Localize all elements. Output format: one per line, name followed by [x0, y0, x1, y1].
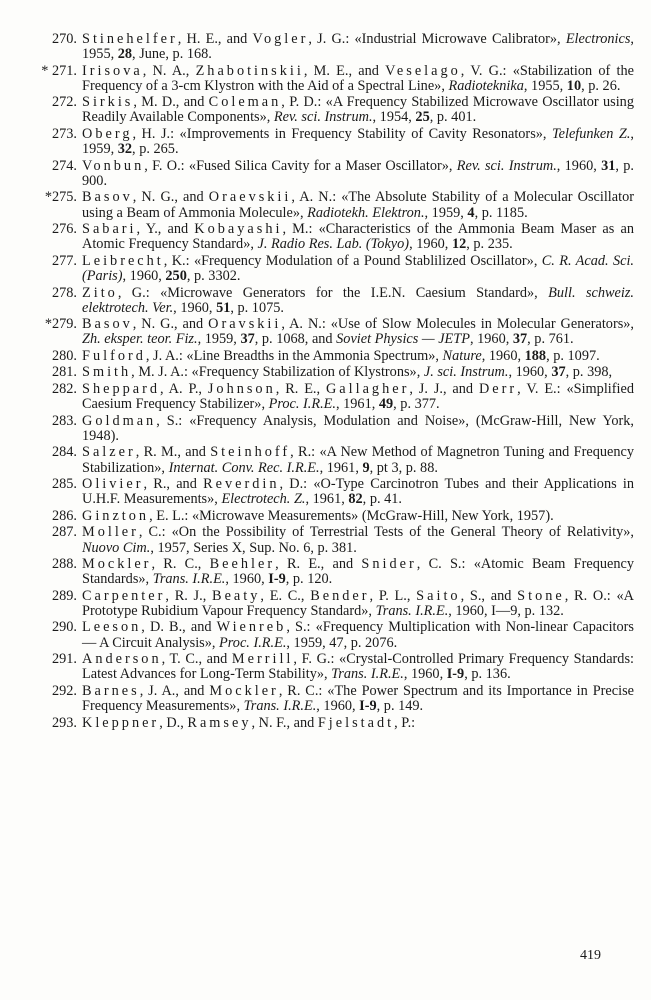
- reference-number: 293.: [51, 714, 77, 731]
- reference-text: , 1960,: [409, 236, 452, 253]
- reference-text: , D.: «O-Type Carcinotron Tubes and their Applications in U.H.F. Measurements»,: [82, 476, 635, 508]
- author-name: Wienreb: [216, 619, 287, 636]
- reference-text: , S.: «Frequency Multiplication with Non-linear Capacitors — A Circuit Analysis»,: [82, 619, 634, 651]
- reference-number: 286.: [51, 507, 77, 524]
- reference-item: [51, 157, 635, 189]
- author-name: Zito: [82, 284, 118, 301]
- author-name: Gallagher: [325, 381, 410, 398]
- reference-item: [51, 31, 634, 63]
- author-name: Sabari: [82, 221, 137, 238]
- journal-title: Radioteknika: [448, 77, 524, 94]
- reference-text: , 1961,: [319, 459, 363, 476]
- reference-text: , p. 1075.: [230, 299, 284, 316]
- reference-text: , 1961,: [335, 396, 379, 413]
- reference-text: , 1960,: [508, 364, 552, 381]
- reference-text: , 1960,: [122, 267, 166, 284]
- volume-number: I-9: [446, 666, 465, 683]
- reference-text: , K.: «Frequency Modulation of a Pound Stablilized Oscillator»,: [163, 252, 542, 269]
- reference-number: 277.: [51, 252, 77, 269]
- reference-text: , p. 26.: [581, 77, 621, 94]
- reference-text: , J. A., and: [139, 682, 210, 699]
- reference-text: , 1954,: [372, 109, 416, 126]
- journal-title: J. Radio Res. Lab. (Tokyo): [257, 236, 410, 253]
- reference-item: [51, 556, 634, 588]
- reference-text: , June, p. 168.: [132, 46, 212, 63]
- reference-item: [51, 94, 634, 126]
- journal-title: Rev. sci. Instrum.: [456, 157, 557, 174]
- journal-title: Trans. I.R.E.: [243, 697, 317, 714]
- reference-item: [51, 507, 634, 524]
- journal-title: Trans. I.R.E.: [375, 602, 449, 619]
- author-name: Beehler: [209, 556, 276, 573]
- reference-text: , 1960,: [469, 331, 513, 348]
- author-name: Basov: [82, 316, 133, 333]
- reference-text: , p. 136.: [464, 666, 511, 683]
- reference-text: , 1960,: [173, 299, 217, 316]
- reference-text: , H. J.: «Improvements in Frequency Stability of Cavity Resonators»,: [132, 126, 552, 143]
- reference-item: [51, 381, 634, 413]
- reference-item: [51, 221, 634, 253]
- author-name: Reverdin: [203, 476, 280, 493]
- reference-number: 288.: [51, 556, 77, 573]
- author-name: Kleppner: [82, 714, 160, 731]
- journal-title: Zh. eksper. teor. Fiz.: [82, 331, 198, 348]
- reference-text: , p. 1068, and: [254, 331, 337, 348]
- volume-number: 188: [524, 347, 547, 364]
- reference-text: , 1955,: [82, 31, 634, 63]
- volume-number: 250: [165, 267, 187, 284]
- reference-text: , p. 120.: [285, 571, 333, 588]
- reference-text: , pt 3, p. 88.: [369, 459, 438, 476]
- reference-item: [51, 587, 634, 619]
- volume-number: 37: [551, 364, 566, 381]
- journal-title: Bull. schweiz. elektrotech. Ver.: [82, 284, 634, 316]
- reference-text: , p. 265.: [132, 141, 179, 158]
- reference-text: , p. 41.: [362, 491, 402, 508]
- reference-text: , E. C.,: [260, 587, 311, 604]
- reference-text: , F. G.: «Crystal-Controlled Primary Frequency Standards: Latest Advances for Long-Term Stability»,: [82, 651, 634, 683]
- journal-title: Electronics: [565, 31, 631, 47]
- reference-text: , 1959, 47, p. 2076.: [286, 634, 398, 651]
- reference-text: , R. C.,: [151, 556, 210, 573]
- volume-number: 82: [348, 491, 363, 508]
- reference-text: , 1957, Series X, Sup. No. 6, p. 381.: [150, 539, 357, 556]
- reference-text: , P. D.: «A Frequency Stabilized Microwave Oscillator using Readily Available Components»,: [82, 94, 634, 126]
- reference-text: , J. G.: «Industrial Microwave Calibrator»,: [308, 31, 566, 47]
- author-name: Carpenter: [82, 587, 166, 604]
- reference-text: , R. E., and: [275, 556, 362, 573]
- reference-text: , 1960,: [316, 697, 360, 714]
- author-name: Merrill: [231, 651, 294, 668]
- author-name: Vonbun: [82, 157, 145, 174]
- author-name: Leibrecht: [82, 252, 164, 269]
- author-name: Basov: [82, 189, 133, 206]
- journal-title: Nature: [442, 347, 482, 364]
- reference-text: , M. E., and: [303, 62, 386, 79]
- reference-text: , A. P.,: [160, 381, 208, 398]
- volume-number: 9: [362, 459, 370, 476]
- author-name: Fulford: [82, 347, 146, 364]
- reference-item: [51, 126, 634, 158]
- reference-text: , R. O.: «A Prototype Rubidium Vapour Frequency Standard»,: [82, 587, 634, 619]
- reference-text: , 1959,: [424, 204, 468, 221]
- reference-text: , N. G., and: [132, 189, 209, 206]
- reference-text: , p. 900.: [82, 157, 635, 189]
- journal-title: C. R. Acad. Sci. (Paris): [82, 252, 635, 284]
- reference-text: , 1960,: [225, 571, 269, 588]
- reference-text: , D. B., and: [141, 619, 217, 636]
- volume-number: 12: [451, 236, 467, 253]
- reference-item: [51, 619, 634, 651]
- author-name: Salzer: [82, 444, 136, 461]
- reference-text: , T. C., and: [161, 651, 232, 668]
- reference-text: , 1955,: [523, 77, 567, 94]
- reference-text: , 1959,: [82, 126, 634, 158]
- author-name: Smith: [82, 364, 132, 381]
- author-name: Stinehelfer: [82, 31, 178, 47]
- reference-text: , p. 1097.: [546, 347, 600, 364]
- author-name: Kobayashi: [194, 221, 283, 238]
- journal-title: Proc. I.R.E.: [268, 396, 336, 413]
- reference-number: 284.: [51, 444, 77, 461]
- reference-number: 292.: [51, 682, 77, 699]
- reference-item: [51, 347, 634, 364]
- reference-text: , V. E.: «Simplified Caesium Frequency Stabilizer»,: [82, 381, 634, 413]
- reference-text: , 1960, I—9, p. 132.: [448, 602, 564, 619]
- volume-number: 10: [566, 77, 582, 94]
- reference-text: , S.: «Frequency Analysis, Modulation and Noise», (McGraw-Hill, New York, 1948).: [82, 412, 634, 444]
- reference-text: , C.: «On the Possibility of Terrestrial Tests of the General Theory of Relativity»,: [138, 524, 634, 541]
- reference-text: , R. C.: «The Power Spectrum and its Importance in Precise Frequency Measurements»,: [82, 682, 634, 714]
- reference-number: 278.: [51, 284, 77, 301]
- reference-item: [51, 444, 634, 476]
- author-name: Oravskii: [208, 316, 282, 333]
- author-name: Stone: [517, 587, 565, 604]
- reference-text: , J. J., and: [409, 381, 479, 398]
- reference-number: * 271.: [41, 62, 77, 79]
- author-name: Vogler: [252, 31, 309, 47]
- reference-number: 282.: [51, 381, 77, 398]
- author-name: Leeson: [82, 619, 142, 636]
- reference-text: , p. 401.: [429, 109, 477, 126]
- journal-title: Proc. I.R.E.: [219, 634, 287, 651]
- volume-number: 28: [117, 46, 133, 63]
- journal-title: Electrotech. Z.: [221, 491, 306, 508]
- reference-number: 273.: [51, 126, 77, 143]
- reference-text: , p. 3302.: [186, 267, 241, 284]
- reference-text: , A. N.: «Use of Slow Molecules in Molecular Generators»,: [281, 316, 634, 333]
- reference-text: , Y., and: [136, 221, 195, 238]
- author-name: Sheppard: [82, 381, 160, 398]
- reference-text: , H. E., and: [177, 31, 253, 47]
- reference-number: 280.: [51, 347, 77, 364]
- volume-number: I-9: [268, 571, 286, 588]
- reference-text: , p. 377.: [393, 396, 440, 413]
- reference-text: , E. L.: «Microwave Measurements» (McGraw-Hill, New York, 1957).: [149, 507, 554, 524]
- reference-number: 276.: [51, 221, 77, 238]
- journal-title: J. sci. Instrum.: [423, 364, 509, 381]
- reference-number: 272.: [51, 94, 77, 111]
- author-name: Johnson: [207, 381, 276, 398]
- reference-text: , C. S.: «Atomic Beam Frequency Standards»,: [82, 556, 634, 588]
- reference-number: 270.: [51, 31, 77, 47]
- reference-item: [51, 412, 634, 444]
- reference-text: , G.: «Microwave Generators for the I.E.N. Caesium Standard»,: [117, 284, 549, 301]
- journal-title: Internat. Conv. Rec. I.R.E.: [168, 459, 320, 476]
- reference-item: [51, 364, 634, 381]
- reference-text: , R.: «A New Method of Magnetron Tuning and Frequency Stabilization»,: [82, 444, 634, 476]
- author-name: Mockler: [209, 682, 279, 699]
- reference-text: , p. 235.: [466, 236, 513, 253]
- author-name: Fjelstadt: [317, 714, 395, 731]
- reference-text: , V. G.: «Stabilization of the Frequency of a 3-cm Klystron with the Aid of a Spectral Line»,: [82, 62, 634, 94]
- volume-number: 25: [415, 109, 430, 126]
- reference-item: [44, 189, 634, 221]
- author-name: Bender: [310, 587, 370, 604]
- reference-text: , R. E.,: [275, 381, 326, 398]
- volume-number: 49: [378, 396, 394, 413]
- reference-item: [51, 284, 634, 316]
- reference-text: , 1960,: [403, 666, 447, 683]
- reference-item: [51, 476, 635, 508]
- volume-number: 32: [117, 141, 133, 158]
- author-name: Ramsey: [187, 714, 252, 731]
- volume-number: 51: [216, 299, 231, 316]
- reference-text: , N. G., and: [132, 316, 209, 333]
- reference-number: *279.: [44, 316, 77, 333]
- reference-number: 289.: [51, 587, 77, 604]
- reference-text: , P. L.,: [369, 587, 417, 604]
- reference-text: , 1959,: [197, 331, 241, 348]
- author-name: Beaty: [212, 587, 261, 604]
- author-name: Olivier: [82, 476, 144, 493]
- reference-text: , p. 398,: [565, 364, 613, 381]
- journal-title: Trans. I.R.E.: [152, 571, 226, 588]
- reference-text: , R., and: [143, 476, 204, 493]
- reference-text: , 1961,: [305, 491, 349, 508]
- author-name: Steinhoff: [210, 444, 291, 461]
- volume-number: 37: [240, 331, 255, 348]
- author-name: Moller: [82, 524, 139, 541]
- volume-number: I-9: [359, 697, 377, 714]
- author-name: Irisova: [82, 62, 143, 79]
- reference-item: [51, 524, 634, 556]
- reference-text: , S., and: [460, 587, 518, 604]
- reference-text: , N. A.,: [142, 62, 196, 79]
- author-name: Anderson: [82, 651, 162, 668]
- reference-number: 285.: [51, 476, 77, 493]
- author-name: Sirkis: [82, 94, 134, 111]
- reference-text: , P.:: [394, 714, 416, 731]
- author-name: Derr: [478, 381, 518, 398]
- reference-text: , R. J.,: [165, 587, 213, 604]
- author-name: Saito: [416, 587, 461, 604]
- author-name: Veselago: [385, 62, 461, 79]
- author-name: Mockler: [82, 556, 152, 573]
- journal-title: Nuovo Cim.: [82, 539, 151, 556]
- reference-text: , 1960,: [481, 347, 525, 364]
- author-name: Goldman: [82, 412, 157, 429]
- reference-item: [41, 62, 634, 94]
- author-name: Zhabotinskii: [195, 62, 304, 79]
- reference-number: *275.: [44, 189, 77, 206]
- reference-text: , M. J. A.: «Frequency Stabilization of Klystrons»,: [131, 364, 424, 381]
- reference-text: , M.: «Characteristics of the Ammonia Beam Maser as an Atomic Frequency Standard»,: [82, 221, 634, 253]
- journal-title: Radiotekh. Elektron.: [307, 204, 425, 221]
- reference-number: 281.: [51, 364, 77, 381]
- journal-title: Rev. sci. Instrum.: [273, 109, 373, 126]
- reference-text: , F. O.: «Fused Silica Cavity for a Maser Oscillator»,: [144, 157, 457, 174]
- reference-list: [0, 32, 651, 732]
- reference-text: , p. 149.: [376, 697, 424, 714]
- volume-number: 31: [601, 157, 616, 174]
- reference-number: 291.: [51, 651, 77, 668]
- reference-text: , J. A.: «Line Breadths in the Ammonia Spectrum»,: [145, 347, 443, 364]
- author-name: Barnes: [82, 682, 140, 699]
- reference-item: [51, 252, 635, 284]
- volume-number: 37: [512, 331, 528, 348]
- reference-text: , p. 761.: [527, 331, 574, 348]
- reference-text: , R. M., and: [135, 444, 211, 461]
- journal-title: Trans. I.R.E.: [331, 666, 404, 683]
- reference-text: , A. N.: «The Absolute Stability of a Molecular Oscillator using a Beam of Ammonia Molecule»,: [82, 189, 634, 221]
- reference-text: , 1960,: [556, 157, 602, 174]
- reference-number: 290.: [51, 619, 77, 636]
- journal-title: Telefunken Z.: [551, 126, 631, 143]
- reference-text: , D.,: [159, 714, 188, 731]
- reference-item: [51, 682, 634, 714]
- reference-text: , M. D., and: [133, 94, 209, 111]
- author-name: Oraevskii: [208, 189, 292, 206]
- reference-item: [51, 714, 634, 731]
- reference-text: , p. 1185.: [474, 204, 528, 221]
- reference-number: 287.: [51, 524, 77, 541]
- author-name: Ginzton: [82, 507, 150, 524]
- reference-number: 274.: [51, 157, 77, 174]
- reference-item: [44, 316, 634, 348]
- reference-number: 283.: [51, 412, 77, 429]
- reference-item: [51, 651, 634, 683]
- reference-text: , N. F., and: [251, 714, 318, 731]
- page-number: 419: [580, 948, 601, 963]
- volume-number: 4: [467, 204, 475, 221]
- author-name: Snider: [361, 556, 417, 573]
- journal-title: Soviet Physics — JETP: [336, 331, 470, 348]
- author-name: Oberg: [82, 126, 133, 143]
- author-name: Coleman: [208, 94, 282, 111]
